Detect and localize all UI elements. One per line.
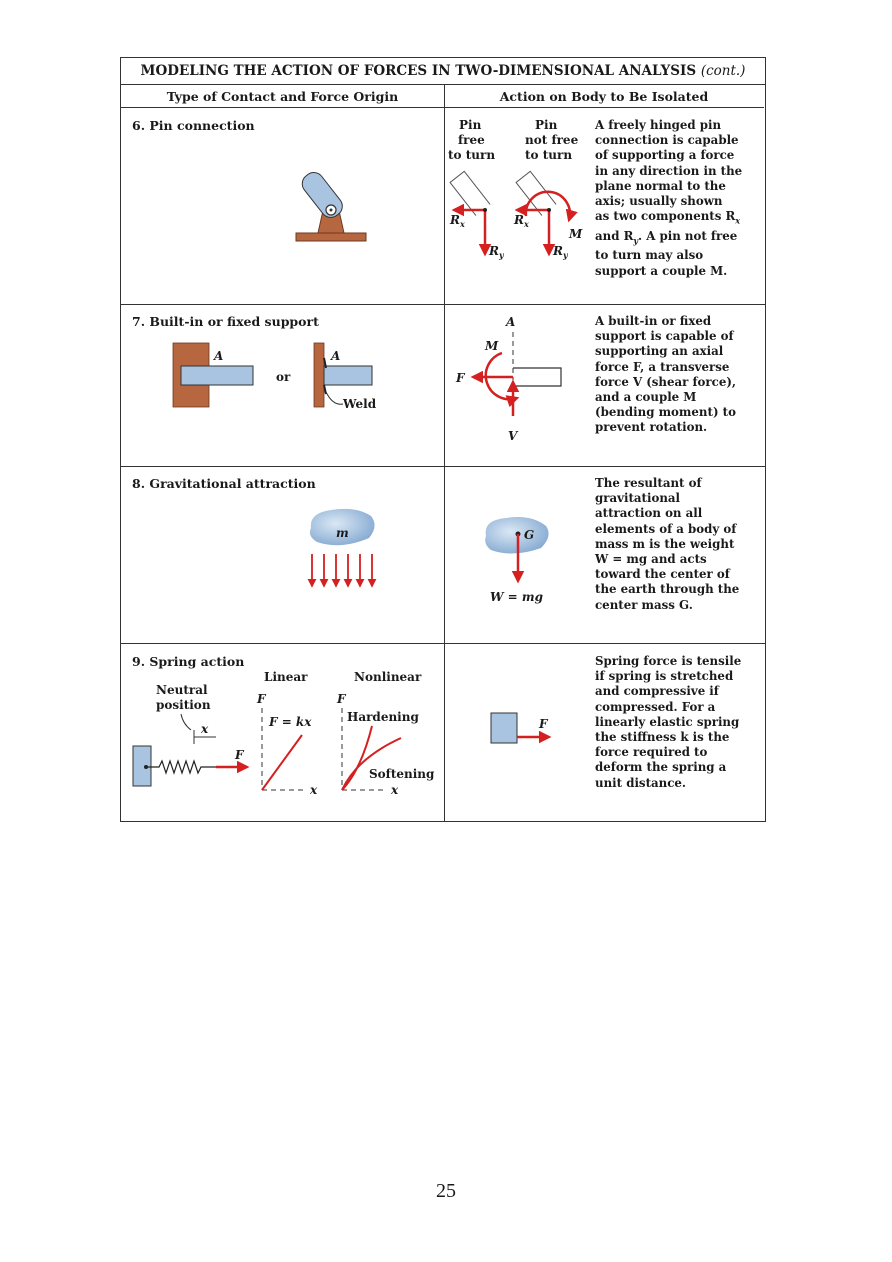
pin-member [298, 168, 346, 221]
row-label-spring-action: 9. Spring action [132, 654, 245, 669]
row-label-fixed-support: 7. Built-in or fixed support [132, 314, 319, 329]
pin-connection-description: A freely hinged pin connection is capable of supporting a force in any direction in the plane normal to the axis; usually shown as two components $R_x$ and $R_y$. A pin not free to turn may also support a couple M. [595, 118, 743, 278]
label-pin-notfree: Pin [535, 118, 558, 132]
label-f-axis: F [257, 692, 266, 706]
label-m7: M [485, 339, 499, 353]
fixed-support-description: A built-in or fixed support is capable of supporting an axial force F, a transverse force V (shear force), and a couple M (bending moment) to prevent rotation. [595, 314, 737, 435]
label-nonlinear: Nonlinear [354, 670, 422, 684]
beam [181, 366, 253, 385]
label-softening: Softening [369, 767, 435, 781]
label-or: or [276, 370, 291, 384]
base-plate [296, 233, 366, 241]
label-pin-free-2: free [458, 133, 485, 147]
label-f-axis2: F [337, 692, 346, 706]
pin-free-fbd [448, 118, 505, 260]
label-a1: A [214, 349, 224, 363]
column-header-contact: Type of Contact and Force Origin [121, 85, 444, 108]
label-a2: A [331, 349, 341, 363]
label-ry: $R_y$ [489, 244, 504, 260]
label-weight: W = mg [490, 590, 543, 604]
label-linear: Linear [264, 670, 308, 684]
fixed-support-fbd [455, 315, 561, 443]
spring-wall [133, 746, 151, 786]
label-weld: Weld [343, 397, 377, 411]
page-number: 25 [436, 1180, 456, 1202]
pin-notfree-fbd [513, 118, 583, 260]
label-f7: F [456, 371, 465, 385]
fixed-support-drawing [173, 343, 377, 411]
label-pin-free: Pin [459, 118, 482, 132]
label-position: position [156, 698, 211, 712]
table-title: MODELING THE ACTION OF FORCES IN TWO-DIMENSIONAL ANALYSIS (cont.) [121, 58, 765, 85]
label-pin-notfree-3: to turn [525, 148, 573, 162]
linear-graph [256, 670, 318, 797]
nonlinear-graph [336, 670, 435, 797]
label-a3: A [506, 315, 516, 329]
linear-curve [262, 735, 302, 790]
label-fkx: F = kx [269, 715, 312, 729]
label-pin-notfree-2: not free [525, 133, 579, 147]
label-hardening: Hardening [347, 710, 419, 724]
label-v7: V [508, 429, 518, 443]
gravity-drawing [310, 509, 375, 586]
column-header-action: Action on Body to Be Isolated [444, 85, 764, 108]
label-spring-force: F [539, 717, 548, 731]
figures-layer [121, 58, 761, 818]
spring-drawing [133, 683, 247, 786]
gravitational-description: The resultant of gravitational attraction on all elements of a body of mass m is the weight W = mg and acts toward the center of the earth through the center mass G. [595, 476, 740, 612]
label-x-axis: x [310, 783, 318, 797]
spring-action-description: Spring force is tensile if spring is stretched and compressive if compressed. For a linearly elastic spring the stiffness k is the force required to deform the spring a unit distance. [595, 654, 742, 790]
beam-2 [324, 366, 372, 385]
spring-fbd [491, 713, 549, 743]
force-modeling-table [120, 57, 766, 822]
row-label-gravitational: 8. Gravitational attraction [132, 476, 316, 491]
label-moment: M [569, 227, 583, 241]
pin-connection-drawing [296, 168, 366, 241]
label-spring-f: F [235, 748, 244, 762]
label-g: G [524, 528, 535, 542]
label-pin-free-3: to turn [448, 148, 496, 162]
label-ry2: $R_y$ [553, 244, 568, 260]
row-label-pin-connection: 6. Pin connection [132, 118, 255, 133]
label-neutral: Neutral [156, 683, 208, 697]
beam-outline [513, 368, 561, 386]
label-x-axis2: x [391, 783, 399, 797]
spring-body-fbd [491, 713, 517, 743]
label-x-disp: x [201, 722, 209, 736]
label-mass: m [336, 526, 349, 540]
label-rx: $R_x$ [450, 213, 465, 229]
wall-2 [314, 343, 324, 407]
label-rx2: $R_x$ [514, 213, 529, 229]
spring-coil [146, 761, 216, 773]
gravity-fbd [485, 517, 548, 604]
